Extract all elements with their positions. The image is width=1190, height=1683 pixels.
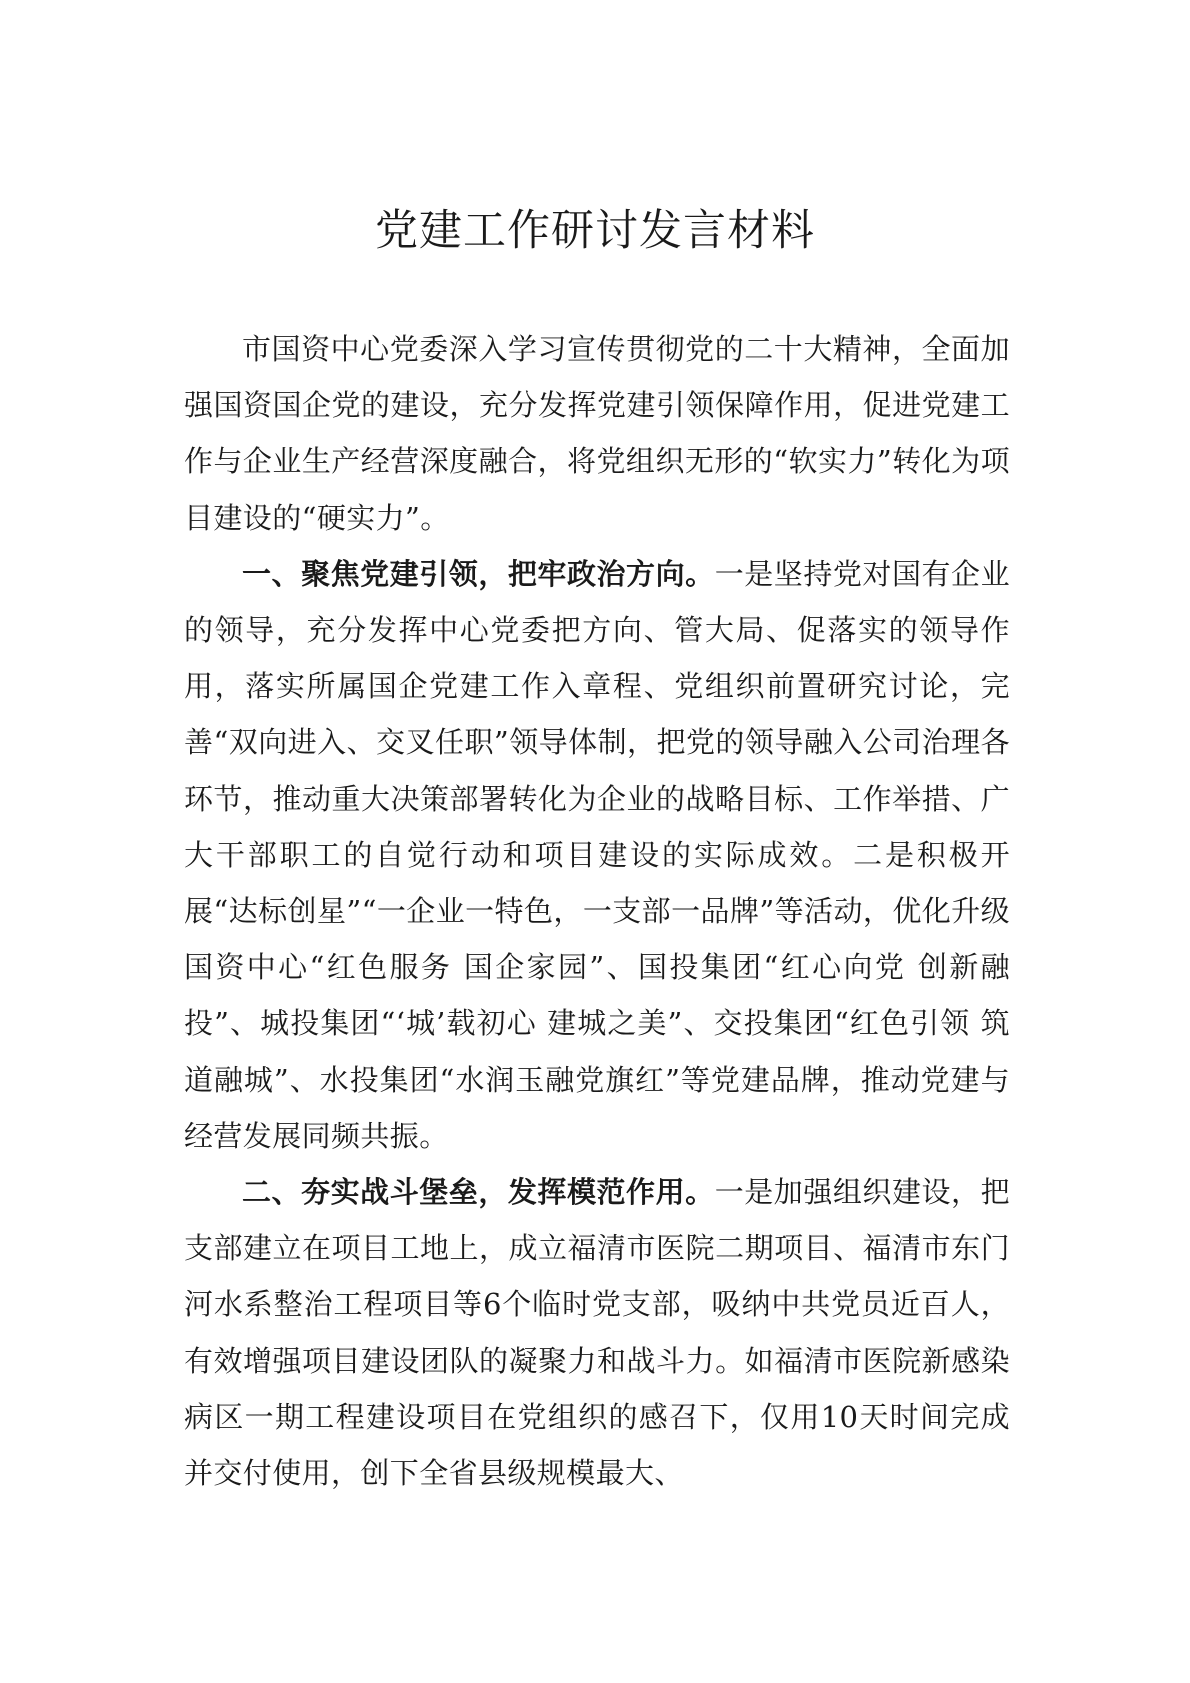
paragraph-intro xyxy=(184,321,1010,546)
paragraph-text: 一是加强组织建设，把支部建立在项目工地上，成立福清市医院二期项目、福清市东门河水系整治工程项目等6个临时党支部，吸纳中共党员近百人，有效增强项目建设团队的凝聚力和战斗力。如福清市医院新感染病区一期工程建设项目在党组织的感召下，仅用10天时间完成并交付使用，创下全省县级规模最大、 xyxy=(184,1175,1010,1491)
document-body xyxy=(184,321,1010,1501)
paragraph-section-2 xyxy=(184,1164,1010,1501)
section-heading: 二、夯实战斗堡垒，发挥模范作用。 xyxy=(242,1175,715,1210)
paragraph-text: 市国资中心党委深入学习宣传贯彻党的二十大精神，全面加强国资国企党的建设，充分发挥党建引领保障作用，促进党建工作与企业生产经营深度融合，将党组织无形的“软实力”转化为项目建设的“硬实力”。 xyxy=(184,332,1010,535)
section-heading: 一、聚焦党建引领，把牢政治方向。 xyxy=(242,556,715,591)
paragraph-section-1 xyxy=(184,546,1010,1164)
paragraph-text: 一是坚持党对国有企业的领导，充分发挥中心党委把方向、管大局、促落实的领导作用，落实所属国企党建工作入章程、党组织前置研究讨论，完善“双向进入、交叉任职”领导体制，把党的领导融入公司治理各环节，推动重大决策部署转化为企业的战略目标、工作举措、广大干部职工的自觉行动和项目建设的实际成效。二是积极开展“达标创星”“一企业一特色，一支部一品牌”等活动，优化升级国资中心“红色服务 国企家园”、国投集团“红心向党 创新融投”、城投集团“‘城’载初心 建城之美”、交投集团“红色引领 筑道融城”、水投集团“水润玉融党旗红”等党建品牌，推动党建与经营发展同频共振。 xyxy=(184,556,1010,1153)
document-title: 党建工作研讨发言材料 xyxy=(375,206,815,256)
